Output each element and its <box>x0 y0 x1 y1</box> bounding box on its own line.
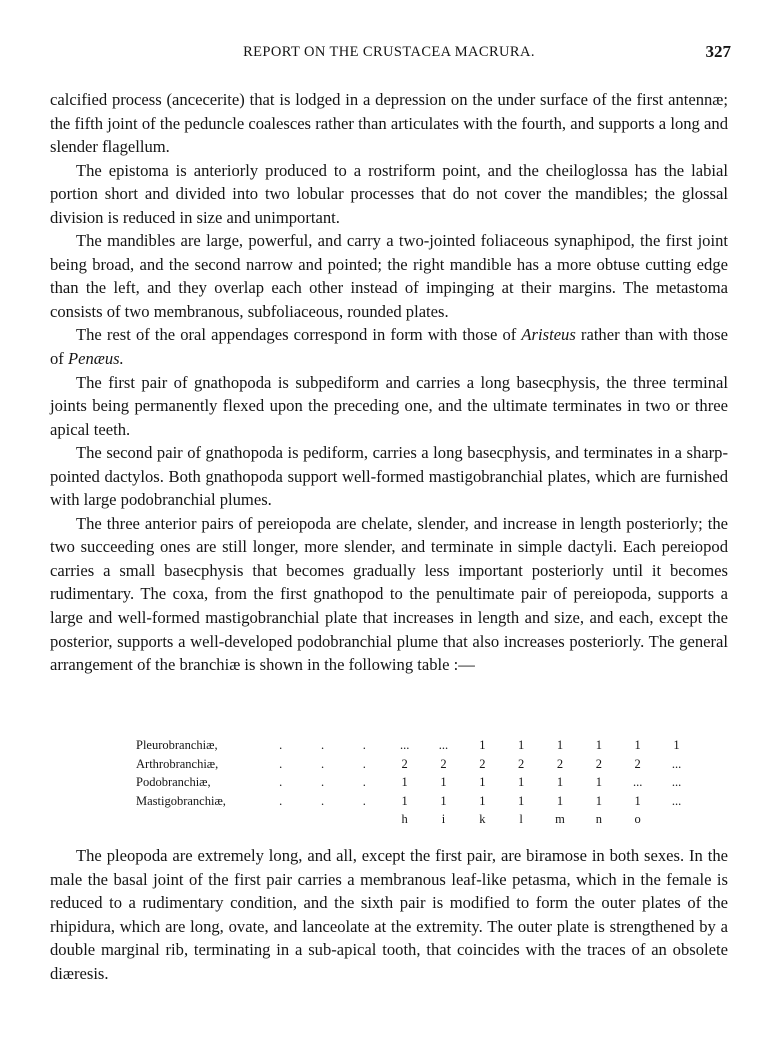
text-segment: The first pair of gnathopoda is subpediform and carries a long basecphysis, the three terminal joints being permanently flexed upon the preceding one, and the ultimate terminates in two or three apical teeth. <box>50 372 728 439</box>
row-label: Pleurobranchiæ, <box>136 738 218 752</box>
leader-dot: . <box>320 793 325 808</box>
table-cell: 2 <box>634 756 641 771</box>
table-cell: 2 <box>440 756 447 771</box>
table-cell: 2 <box>556 756 564 771</box>
paragraph-first-gnathopoda <box>50 371 728 442</box>
table-cell: ... <box>438 738 449 752</box>
table-cell: 1 <box>518 738 525 752</box>
row-label: Arthrobranchiæ, <box>136 756 219 771</box>
text-segment: calcified process (ancecerite) that is lodged in a depression on the under surface of the first antennæ; the fifth joint of the peduncle coalesces rather than articulates with the fourth, and supports a long and slender flagellum. <box>50 90 728 157</box>
segment-letter: h <box>401 812 408 827</box>
page-number: 327 <box>705 42 731 61</box>
leader-dot: . <box>362 793 366 808</box>
table-cell: 1 <box>634 793 641 808</box>
text-segment: The second pair of gnathopoda is pediform, carries a long basecphysis, and terminates in a sharp-pointed dactylos. Both gnathopoda support well-formed mastigobranchial plates, which are furnished with large podobranchial plumes. <box>50 443 728 510</box>
table-cell: 1 <box>479 775 486 790</box>
paragraph-pereiopoda <box>50 512 728 677</box>
leader-dot: . <box>362 738 366 752</box>
table-cell: 1 <box>518 793 525 808</box>
table-cell: 2 <box>518 756 525 771</box>
branchiae-table <box>136 736 696 829</box>
row-label: Mastigobranchiæ, <box>136 793 226 808</box>
branchiae-table-container <box>136 736 696 829</box>
leader-dot: . <box>362 756 366 771</box>
row-label: Podobranchiæ, <box>136 775 211 790</box>
segment-letter: k <box>479 812 486 827</box>
table-cell: 1 <box>595 738 602 752</box>
text-segment: The three anterior pairs of pereiopoda are chelate, slender, and increase in length posteriorly; the two succeeding ones are still longer, more slender, and terminate in simple dactyli. Each pereiopod carries a small basecphysis that becomes gradually less important posteriorly until it becomes rudimentary. The coxa, from the first gnathopod to the penultimate pair of pereiopoda, supports a large and well-formed mastigobranchial plate that increases in length and size, and each, except the posterior, supports a well-developed podobranchial plume that also increases posteriorly. The general arrangement of the branchiæ is shown in the following table :— <box>50 513 728 675</box>
paragraph-mandibles <box>50 229 728 323</box>
table-cell: ... <box>671 793 682 808</box>
leader-dot: . <box>279 775 283 790</box>
table-cell: ... <box>671 775 682 790</box>
segment-letter: n <box>595 812 602 827</box>
table-row-segment-letters <box>136 810 696 829</box>
table-cell: 1 <box>556 738 564 752</box>
table-row-pleurobranchiae <box>136 736 696 755</box>
segment-letter: i <box>441 812 446 827</box>
empty-cell <box>343 810 385 829</box>
table-cell: 1 <box>673 738 680 752</box>
segment-letter: l <box>519 812 523 827</box>
table-cell: 2 <box>595 756 602 771</box>
table-cell: ... <box>671 756 682 771</box>
leader-dot: . <box>362 775 366 790</box>
table-cell: 1 <box>479 793 486 808</box>
empty-cell <box>302 810 344 829</box>
leader-dot: . <box>279 793 283 808</box>
table-cell: 1 <box>556 775 564 790</box>
leader-dot: . <box>320 738 325 752</box>
table-cell: 2 <box>479 756 486 771</box>
text-segment: The mandibles are large, powerful, and carry a two-jointed foliaceous synaphipod, the first joint being broad, and the second narrow and pointed; the right mandible has a more obtuse cutting edge than the left, and they overlap each other instead of impinging at their margins. The metastoma consists of two membranous, subfoliaceous, rounded plates. <box>50 231 728 321</box>
table-cell: ... <box>632 775 643 790</box>
table-cell: 1 <box>634 738 641 752</box>
table-cell: 1 <box>401 793 408 808</box>
running-title: REPORT ON THE CRUSTACEA MACRURA. <box>243 44 535 60</box>
paragraph-oral-appendages <box>50 323 728 370</box>
text-segment: The epistoma is anteriorly produced to a rostriform point, and the cheiloglossa has the labial portion short and divided into two lobular processes that do not cover the mandibles; the glossal division is reduced in size and unimportant. <box>50 160 728 227</box>
table-cell: 1 <box>595 793 602 808</box>
paragraph-second-gnathopoda <box>50 441 728 512</box>
leader-dot: . <box>279 756 283 771</box>
table-row-arthrobranchiae <box>136 755 696 774</box>
paragraph-antennule-continuation <box>50 88 728 159</box>
table-cell: 2 <box>401 756 408 771</box>
genus-name-penaeus: Penæus. <box>67 349 124 369</box>
genus-name-aristeus: Aristeus <box>521 325 576 345</box>
paragraph-pleopoda: The pleopoda are extremely long, and all, except the first pair, are biramose in both sexes. In the male the basal joint of the first pair carries a membranous leaf-like petasma, which in the female is reduced to a rudimentary condition, and the sixth pair is modified to form the outer plates of the rhipidura, which are long, ovate, and lanceolate at the extremity. The outer plate is strengthened by a double marginal rib, terminating in a sub-apical tooth, that coincides with the traces of an obsolete diæresis. <box>50 846 728 983</box>
table-cell: 1 <box>440 775 447 790</box>
paragraph-epistoma <box>50 159 728 230</box>
empty-label-cell <box>136 810 260 829</box>
table-cell: 1 <box>556 793 564 808</box>
empty-cell <box>260 810 302 829</box>
leader-dot: . <box>279 738 283 752</box>
body-text <box>50 88 728 677</box>
table-cell: 1 <box>479 738 486 752</box>
table-cell: 1 <box>440 793 447 808</box>
table-cell: 1 <box>518 775 525 790</box>
text-segment: The rest of the oral appendages correspond in form with those of <box>76 325 522 345</box>
table-row-mastigobranchiae <box>136 792 696 811</box>
table-cell: 1 <box>595 775 602 790</box>
table-cell: ... <box>399 738 410 752</box>
empty-cell <box>657 810 696 829</box>
table-cell: 1 <box>401 775 408 790</box>
segment-letter: o <box>634 812 641 827</box>
segment-letter: m <box>555 812 565 827</box>
pleopoda-section <box>50 844 728 985</box>
leader-dot: . <box>320 775 325 790</box>
text-segment: rather than with those of <box>50 325 728 369</box>
leader-dot: . <box>320 756 325 771</box>
running-header <box>50 42 731 66</box>
table-row-podobranchiae <box>136 773 696 792</box>
